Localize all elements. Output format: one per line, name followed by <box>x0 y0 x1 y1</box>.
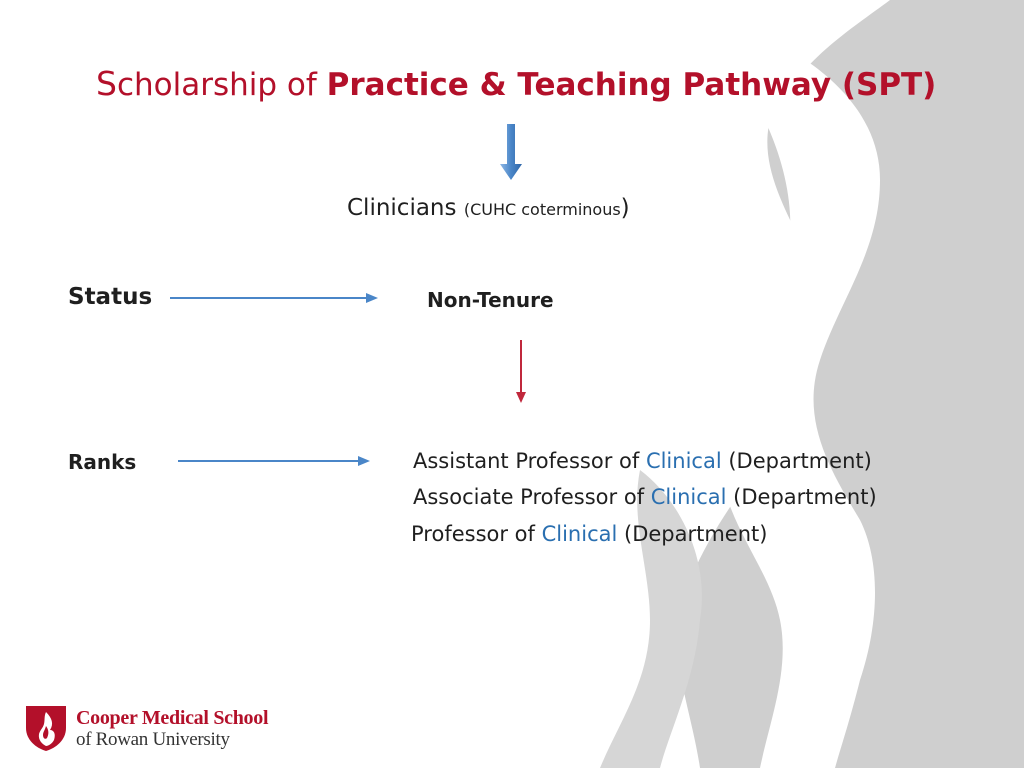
flame-shield-icon <box>24 704 68 752</box>
title-regular-text: cholarship of <box>116 67 327 103</box>
rank-suffix: (Department) <box>726 485 877 509</box>
rank-prefix: Assistant Professor of <box>413 449 646 473</box>
logo-text <box>76 708 268 749</box>
clinicians-close-paren: ) <box>620 195 630 221</box>
ranks-label: Ranks <box>68 450 137 474</box>
rank-suffix: (Department) <box>617 522 768 546</box>
title-bold-text: Practice & Teaching Pathway (SPT) <box>326 67 937 103</box>
clinicians-text: Clinicians <box>347 195 457 221</box>
clinicians-note: CUHC coterminous <box>470 200 621 219</box>
right-arrow-icon <box>168 289 380 307</box>
down-arrow-icon <box>500 124 522 180</box>
rank-item <box>413 449 872 473</box>
institution-logo <box>24 704 268 752</box>
rank-highlight: Clinical <box>541 522 618 546</box>
status-value: Non-Tenure <box>427 288 554 312</box>
right-arrow-icon <box>176 452 372 470</box>
logo-line-1: Cooper Medical School <box>76 706 269 729</box>
status-label: Status <box>68 284 153 310</box>
clinicians-label <box>347 195 630 221</box>
rank-highlight: Clinical <box>650 485 727 509</box>
title-first-letter: S <box>96 64 117 103</box>
rank-item <box>413 485 877 509</box>
rank-item <box>411 522 767 546</box>
clinicians-open-paren: ( <box>463 200 471 219</box>
rank-suffix: (Department) <box>721 449 872 473</box>
rank-prefix: Associate Professor of <box>413 485 651 509</box>
slide-title <box>96 64 936 103</box>
down-arrow-icon <box>512 340 530 404</box>
rank-highlight: Clinical <box>645 449 722 473</box>
rank-prefix: Professor of <box>411 522 542 546</box>
logo-line-2: of Rowan University <box>76 728 230 750</box>
